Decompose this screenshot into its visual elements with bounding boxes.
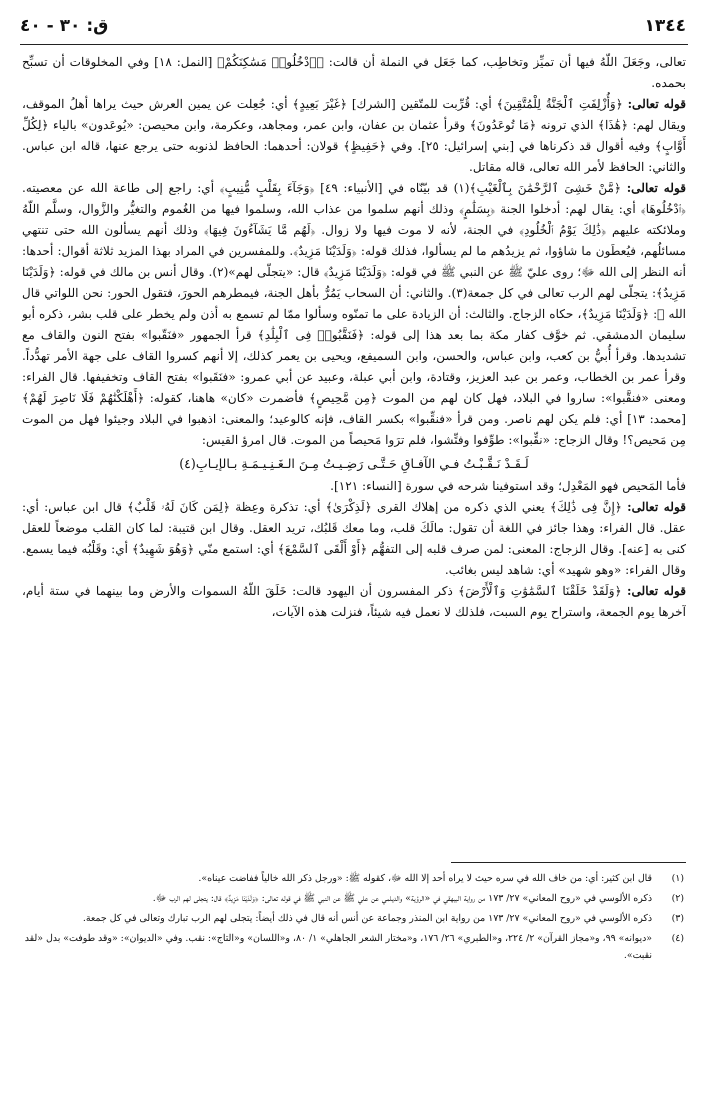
footnote bbox=[22, 930, 686, 964]
paragraph-6 bbox=[22, 581, 686, 623]
paragraph-6-text: ﴿وَلَقَدْ خَلَقْنَا ٱلسَّمَٰوَٰتِ وَٱلْأَرْضَ﴾ ذكر المفسرون أن اليهود قالت: خَلَقَ اللّهُ السموات والأرض وما بينهما في ستة أيام، آخرها يوم الجمعة، واستراح يوم السبت، فلذلك لا نعمل فيه شيئاً، فنزلت هذه الآيات، bbox=[22, 584, 686, 619]
footnote bbox=[22, 870, 686, 887]
paragraph-5 bbox=[22, 497, 686, 581]
footnote bbox=[22, 910, 686, 927]
paragraph-3-text: ﴿مَّنْ خَشِىَ ٱلرَّحْمَٰنَ بِٱلْغَيْبِ﴾(١) قد بيّنّاه في [الأنبياء: ٤٩] ﴿وَجَآءَ بِقَلْبٍ مُّنِيبٍ﴾ أي: راجع إلى طاعة الله عن معصيته. ﴿ٱدْخُلُوهَا﴾ أي: يقال لهم: أدخلوا الجنة ﴿بِسَلَٰمٍ﴾ وذلك أنهم سلموا من عذاب الله، وسلموا فيها من الغُموم والتغيُّر والزَّوال، وسلَّم اللّهُ وملائكته عليهم ﴿ذَٰلِكَ يَوْمُ ٱلْخُلُودِ﴾ في الجنة، لأنه لا موت فيها ولا زوال. ﴿لَهُم مَّا يَشَآءُونَ فِيهَا﴾ وذلك أنهم يسألون الله حتى تنتهي مسائلُهم، فيُعطَون ما شاؤوا، ثم يزيدُهم ما لم يسألوا، فذلك قوله: ﴿وَلَدَيْنَا مَزِيدٌ﴾. وللمفسرين في المراد بهذا المزيد ثلاثة أقوال: أحدها: أنه النظر إلى الله ﷻ؛ روى عليّ ﷺ عن النبي ﷺ في قوله: ﴿وَلَدَيْنَا مَزِيدٌ﴾ قال: «يتجلّى لهم»(٢). وقال أنس بن مالك في قوله: ﴿وَلَدَيْنَا مَزِيدٌ﴾: يتجلّى لهم الرب تعالى في كل جمعة(٣). والثاني: أن السحاب يَمُرُّ بأهل الجنة، فيمطرهم الحورَ، فتقول الحور: نحن اللواتي قال الله ﷻ: ﴿وَلَدَيْنَا مَزِيدٌ﴾، حكاه الزجاج. والثالث: أن الزيادة على ما تمنّوه وسألوا ممّا لم تسمع به أذن ولم يخطر على قلب بشر، ذكره أبو سليمان الدمشقي. ثم خوَّف كفار مكة بما بعد هذا إلى قوله: ﴿فَنَقَّبُوا۟ فِى ٱلْبِلَٰدِ﴾ قرأ الجمهور «فنَقّبوا» بفتح النون والقاف مع تشديدها. وقرأ أُبيُّ بن كعب، وابن عباس، والحسن، وابن السميفع، ويحيى بن يعمر كذلك، إلا أنهم كسروا القاف على جهة الأمر تهدُّداً. وقرأ عمر بن الخطاب، وعمر بن عبد العزيز، وقتادة، وابن أبي عبلة، وعبيد عن أبي عمرو: «فنَقَبوا» بفتح القاف وتخفيفها. قال الفراء: ومعنى «فنقَّبوا»: ساروا في البلاد، فهل كان لهم من الموت ﴿مِن مَّحِيصٍ﴾ فأضمرت «كان» هاهنا، كقوله: ﴿أَهْلَكْنَٰهُمْ فَلَا نَاصِرَ لَهُمْ﴾ [محمد: ١٣] أي: فلم يكن لهم ناصر. ومن قرأ «فنقِّبوا» بكسر القاف، فإنه كالوعيد؛ والمعنى: اذهبوا في البلاد وجيئوا فهل من الموت مِن مَحيص؟! وقال الزجاج: «نقِّبوا»: طوِّفوا وفتِّشوا، فلم ترَوا مَحيصاً من الموت. قال امرؤ القيس: bbox=[22, 181, 686, 447]
footnote-text: «ديوانه» ٩٩، و«مجاز القرآن» ٢/ ٢٢٤، و«الطبري» ٢٦/ ١٧٦، و«مختار الشعر الجاهلي» ١/ ٨٠، و«اللسان» و«التاج»: نقب. وفي «الديوان»: «وقد طوفت» بدل «لقد نقبت». bbox=[24, 933, 652, 961]
paragraph-2 bbox=[22, 94, 686, 178]
poetry-verse: لَـقَـدْ نَـقَّـبْـتُ فـي الآفـاقِ حَـتَّـى رَضِـيـتُ مِـنَ الـغَـنِـيـمَـةِ بـالإيـابِ(٤) bbox=[179, 456, 529, 471]
paragraph-1: تعالى، وجَعَلَ اللّهُ فيها أن تميِّز وتخاطِب، كما جَعَل في النملة أن قالت: ﴿ٱدْخُلُوا۟ مَسَٰكِنَكُمْ﴾ [النمل: ١٨] وفي المخلوقات أن تسبِّح بحمده. bbox=[22, 55, 686, 90]
paragraph-4: فأما المَحيص فهو المَعْدِل؛ وقد استوفينا شرحه في سورة [النساء: ١٢١]. bbox=[330, 479, 686, 493]
header-divider bbox=[20, 44, 688, 45]
footnote-number: (٢) bbox=[671, 893, 684, 904]
heading-kw: قوله تعالى: bbox=[626, 181, 686, 195]
footnote bbox=[22, 890, 686, 907]
footnote-text: ذكره الألوسي في «روح المعاني» ٢٧/ ١٧٣ من رواية البيهقي في «الرؤية» والديلمي عن علي ﷺ عن النبي ﷺ في قوله تعالى: ﴿وَلَدَيْنَا مَزِيدٌ﴾ قال: يتجلى لهم الرب ﷻ. bbox=[152, 893, 652, 904]
footnote-number: (٣) bbox=[671, 913, 684, 924]
page-header bbox=[20, 16, 686, 42]
footnote-text: قال ابن كثير: أي: من خاف الله في سره حيث لا يراه أحد إلا الله ﷻ، كقوله ﷺ: «ورجل ذكر الله خالياً ففاضت عيناه». bbox=[198, 873, 652, 884]
main-text bbox=[22, 52, 686, 842]
footnote-number: (١) bbox=[671, 873, 684, 884]
paragraph-5-text: ﴿إِنَّ فِى ذَٰلِكَ﴾ يعني الذي ذكره من إهلاك القرى ﴿لَذِكْرَىٰ﴾ أي: تذكرة وعِظة ﴿لِمَن كَانَ لَهُۥ قَلْبٌ﴾ قال ابن عباس: أي: عقل. قال الفراء: وهذا جائز في اللغة أن تقول: مالَكَ قلب، وما معك قَلبُك، تريد العقل. وقال ابن قتيبة: لما كان القلب موضعاً للعقل كنى به [عنه]. وقال الزجاج: المعنى: لمن صرف قلبه إلى التفهُّم ﴿أَوْ أَلْقَى ٱلسَّمْعَ﴾ أي: استمع منّي ﴿وَهُوَ شَهِيدٌ﴾ أي: وقَلْبُه فيما يسمع. وقال الفراء: «وهو شهيد» أي: شاهد ليس بغائب. bbox=[22, 500, 686, 577]
footnote-text: ذكره الألوسي في «روح المعاني» ٢٧/ ١٧٣ من رواية ابن المنذر وجماعة عن أنس أنه قال في ذلك أيضاً: يتجلى لهم الرب تبارك وتعالى في كل جمعة. bbox=[82, 913, 652, 924]
footnotes bbox=[22, 870, 686, 1080]
footnote-number: (٤) bbox=[671, 933, 684, 944]
heading-kw: قوله تعالى: bbox=[627, 584, 686, 598]
heading-kw: قوله تعالى: bbox=[627, 500, 686, 514]
paragraph-3 bbox=[22, 178, 686, 451]
heading-kw: قوله تعالى: bbox=[627, 97, 686, 111]
page-number: ١٣٤٤ bbox=[644, 16, 686, 36]
footnote-divider bbox=[451, 862, 686, 863]
section-reference: ق: ٣٠ - ٤٠ bbox=[20, 16, 109, 36]
paragraph-2-text: ﴿وَأُزْلِفَتِ ٱلْجَنَّةُ لِلْمُتَّقِينَ﴾ أي: قُرِّبت للمتّقين [الشرك] ﴿غَيْرَ بَعِيدٍ﴾ أي: جُعِلت عن يمين العرش حيث يراها أهلُ الموقف، ويقال لهم: ﴿هَٰذَا﴾ الذي ترونه ﴿مَا تُوعَدُونَ﴾ وقرأ عثمان بن عفان، وابن عمر، ومجاهد، وعكرمة، وابن محيصن: «يُوعَدون» بالياء ﴿لِكُلِّ أَوَّابٍ﴾ وفيه أقوال قد ذكرناها في [بني إسرائيل: ٢٥]. وفي ﴿حَفِيظٍ﴾ قولان: أحدهما: الحافظ لذنوبه حتى يرجع عنها، قاله ابن عباس. والثاني: الحافظ لأمر الله تعالى، قاله مقاتل. bbox=[22, 97, 686, 174]
